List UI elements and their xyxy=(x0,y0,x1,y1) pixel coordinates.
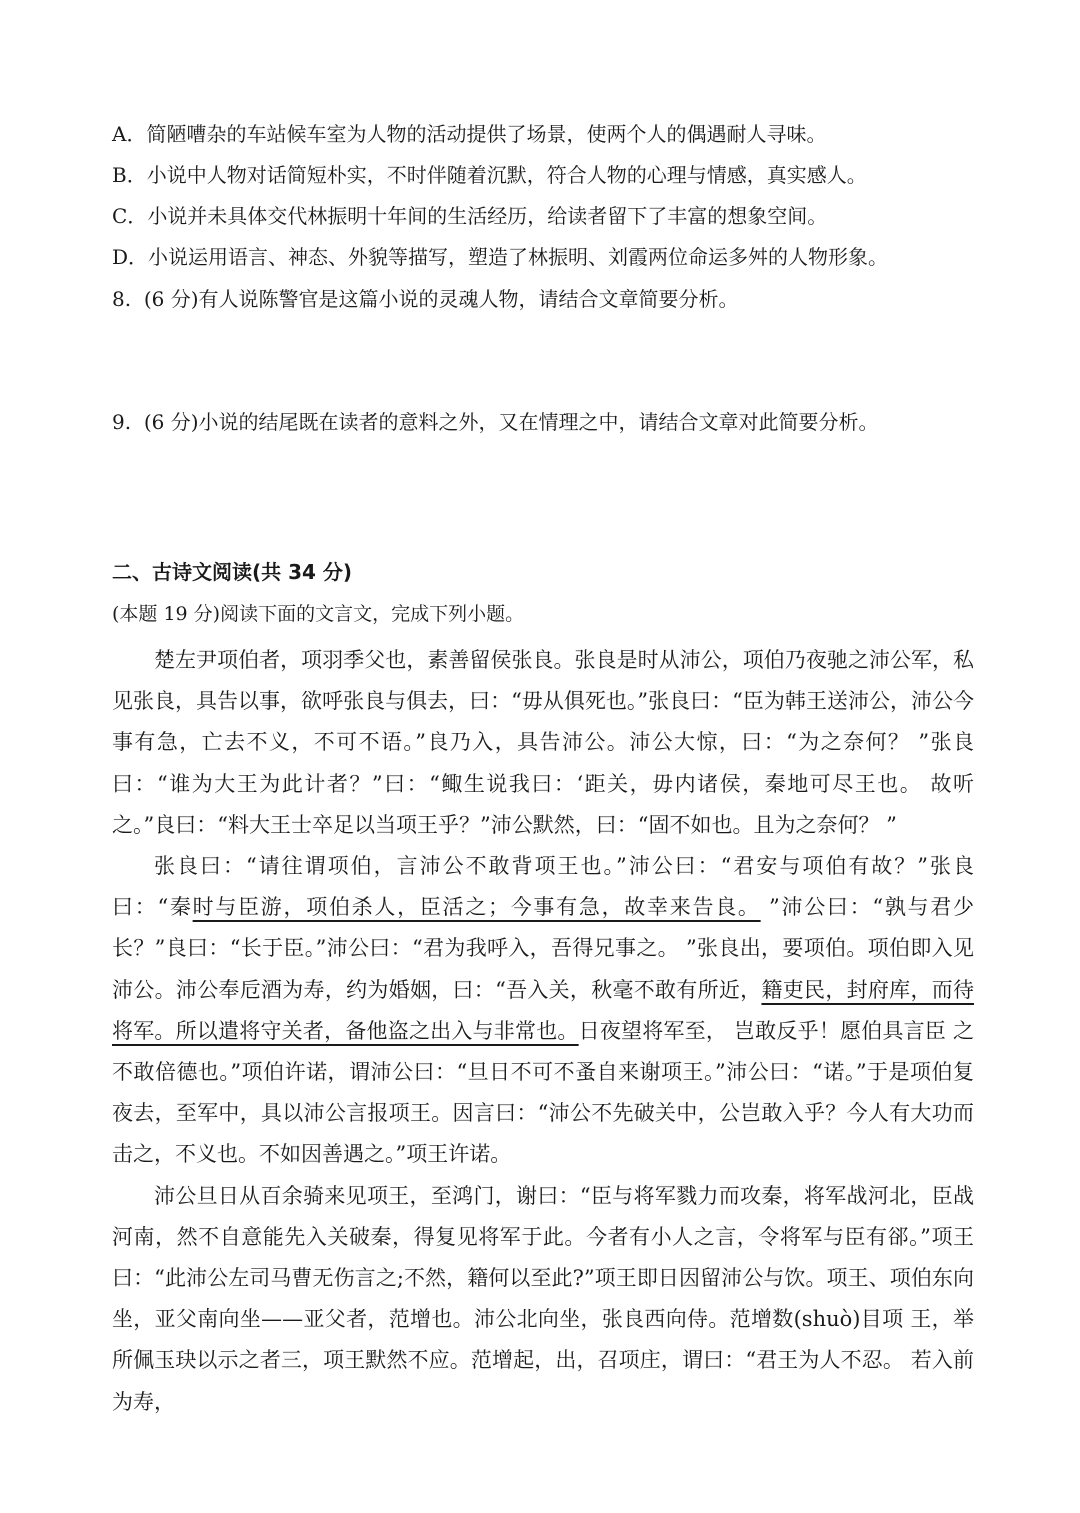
passage-text: 张良曰：“请往谓项伯，言沛公不敢背项王也。”沛公曰：“君安与项伯有故？”张良曰：“秦 xyxy=(112,854,974,920)
option-text: 小说运用语言、神态、外貌等描写，塑造了林振明、刘霞两位命运多舛的人物形象。 xyxy=(148,245,889,269)
option-text: 简陋嘈杂的车站候车室为人物的活动提供了场景，使两个人的偶遇耐人寻味。 xyxy=(146,122,827,146)
option-text: 小说中人物对话简短朴实，不时伴随着沉默，符合人物的心理与情感，真实感人。 xyxy=(146,163,867,187)
option-label: D． xyxy=(112,245,149,269)
option-label: C． xyxy=(112,204,148,228)
option-d xyxy=(112,243,1012,271)
question-text: (6 分)小说的结尾既在读者的意料之外，又在情理之中，请结合文章对此简要分析。 xyxy=(143,410,879,434)
section-title: 二、古诗文阅读(共 34 分) xyxy=(112,560,353,584)
classical-passage xyxy=(112,640,974,1423)
passage-text: ”沛公曰：“孰与君少长？”良曰：“长于臣。”沛公曰：“君为我呼入，吾得兄事之。 ”张良出，要项伯。项伯即入见沛公。沛公奉卮酒为寿，约为婚姻，曰：“吾入关，秋毫不敢有所近， xyxy=(112,895,974,1002)
passage-text: 日夜望将军至， 岂敢反乎！愿伯具言臣 之不敢倍德也。”项伯许诺，谓沛公曰：“旦日不可不蚤自来谢项王。”沛公曰：“诺。”于是项伯复夜去，至军中，具以沛公言报项王。因言曰：“沛公不先破关中，公岂敢入乎？今人有大功而击之，不义也。不如因善遇之。”项王许诺。 xyxy=(112,1018,974,1167)
question-9 xyxy=(112,408,1012,436)
option-text: 小说并未具体交代林振明十年间的生活经历，给读者留下了丰富的想象空间。 xyxy=(147,204,828,228)
underlined-sentence-1: 时与臣游，项伯杀人，臣活之；今事有急，故幸来告良。 xyxy=(192,895,761,920)
option-c xyxy=(112,202,1012,230)
passage-paragraph-3: 沛公旦日从百余骑来见项王，至鸿门，谢曰：“臣与将军戮力而攻秦，将军战河北，臣战河南，然不自意能先入关破秦，得复见将军于此。今者有小人之言，令将军与臣有郤。”项王曰：“此沛公左司马曹无伤言之;不然，籍何以至此?”项王即日因留沛公与饮。项王、项伯东向坐，亚父南向坐——亚父者，范增也。沛公北向坐，张良西向侍。范增数(shuò)目项 王，举所佩玉玦以示之者三，项王默然不应。范增起，出，召项庄，谓曰：“君王为人不忍。 若入前为寿， xyxy=(112,1183,974,1414)
question-number: 9. xyxy=(112,410,132,434)
question-number: 8. xyxy=(112,287,132,311)
passage-paragraph-2 xyxy=(112,846,974,1176)
question-text: (6 分)有人说陈警官是这篇小说的灵魂人物，请结合文章简要分析。 xyxy=(143,287,739,311)
option-a xyxy=(112,120,1012,148)
option-b xyxy=(112,161,1012,189)
underlined-sentence-2: 籍吏民，封府库，而待将军。所以遣将守关者，备他盗之出入与非常也。 xyxy=(112,977,975,1043)
section-intro: (本题 19 分)阅读下面的文言文，完成下列小题。 xyxy=(112,603,525,625)
passage-paragraph-1: 楚左尹项伯者，项羽季父也，素善留侯张良。张良是时从沛公，项伯乃夜驰之沛公军，私见张良，具告以事，欲呼张良与俱去，曰：“毋从俱死也。”张良曰：“臣为韩王送沛公，沛公今事有急，亡去不义，不可不语。”良乃入，具告沛公。沛公大惊，曰：“为之奈何？ ”张良曰：“谁为大王为此计者？”曰：“鲰生说我曰：‘距关，毋内诸侯，秦地可尽王也。 故听之。”良曰：“料大王士卒足以当项王乎？”沛公默然，曰：“固不如也。且为之奈何？ ” xyxy=(112,648,974,837)
option-label: B． xyxy=(112,163,147,187)
question-8 xyxy=(112,285,1012,313)
option-label: A． xyxy=(112,122,147,146)
